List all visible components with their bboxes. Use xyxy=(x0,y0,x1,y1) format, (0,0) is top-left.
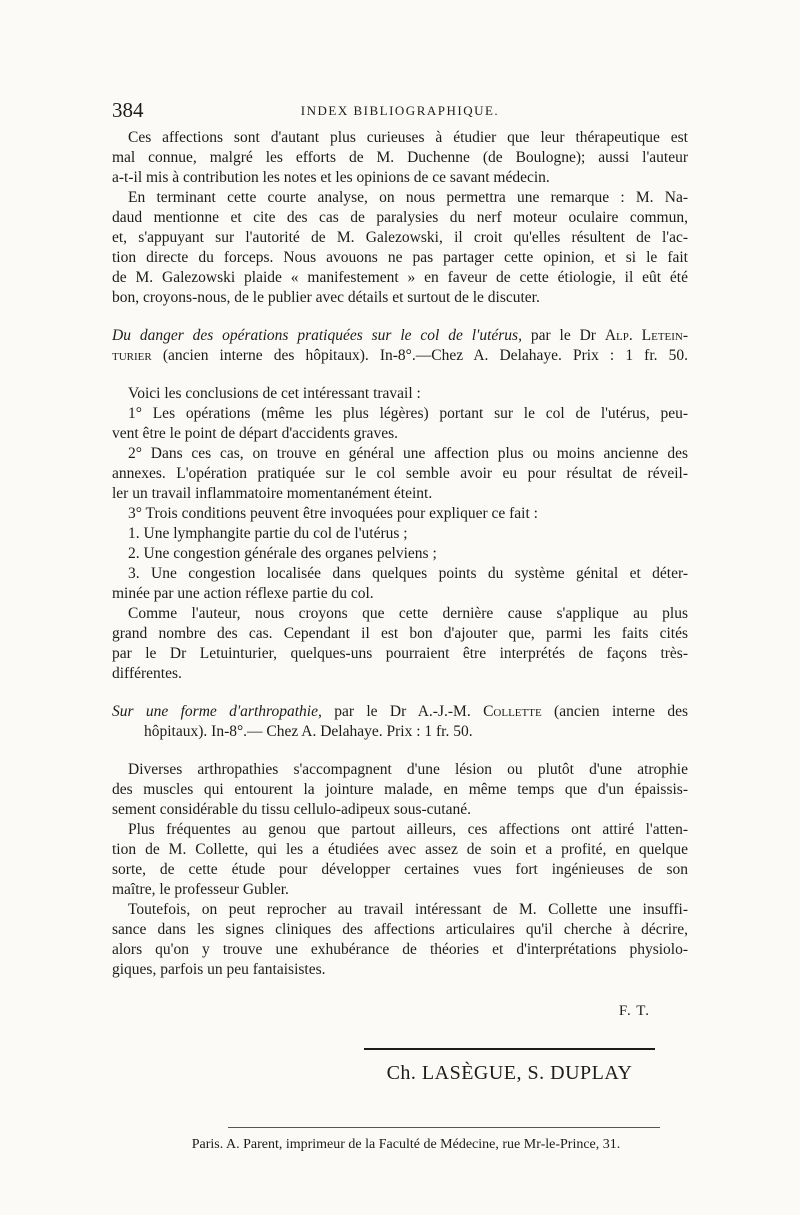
paragraph-line: de M. Galezowski plaide « manifestement » en faveur de cette étiologie, il eût été xyxy=(112,269,688,286)
paragraph-line: Ces affections sont d'autant plus curieuses à étudier que leur thérapeutique est xyxy=(128,129,688,146)
entry-author-prefix: par le Dr xyxy=(530,327,596,344)
paragraph-line: Toutefois, on peut reprocher au travail intéressant de M. Collette une insuffi- xyxy=(128,901,688,918)
paragraph-line: giques, parfois un peu fantaisistes. xyxy=(112,961,326,978)
paragraph-line: 2° Dans ces cas, on trouve en général une affection plus ou moins ancienne des xyxy=(128,445,688,462)
paragraph-line: alors qu'on y trouve une exhubérance de théories et d'interprétations physiolo- xyxy=(112,941,688,958)
entry-publication: (ancien interne des xyxy=(554,703,688,720)
reviewer-signature: F. T. xyxy=(618,1003,650,1019)
paragraph-line: des muscles qui entourent la jointure malade, en même temps que d'un épaissis- xyxy=(112,781,688,798)
entry-publication: (ancien interne des hôpitaux). In-8°.—Chez A. Delahaye. Prix : 1 fr. 50. xyxy=(162,347,688,364)
paragraph-line: et, s'appuyant sur l'autorité de M. Galezowski, il croit qu'elles résultent de l'ac- xyxy=(112,229,688,246)
paragraph-line: minée par une action réflexe partie du col. xyxy=(112,585,374,602)
paragraph-line: grand nombre des cas. Cependant il est bon d'ajouter que, parmi les faits cités xyxy=(112,625,688,642)
paragraph-line: sorte, de cette étude pour développer certaines vues fort ingénieuses de son xyxy=(112,861,688,878)
entry-heading xyxy=(112,702,688,722)
paragraph-line: Diverses arthropathies s'accompagnent d'une lésion ou plutôt d'une atrophie xyxy=(128,761,688,778)
entry-author: Collette xyxy=(483,703,542,720)
entry-heading-cont xyxy=(112,346,688,366)
paragraph-line: bon, croyons-nous, de le publier avec détails et surtout de le discuter. xyxy=(112,289,540,306)
paragraph-line: sance dans les signes cliniques des affections articulaires qu'il cherche à décrire, xyxy=(112,921,688,938)
entry-heading xyxy=(112,326,688,346)
page-header xyxy=(112,98,688,122)
paragraph-line: par le Dr Letuinturier, quelques-uns pourraient être interprétés de façons très- xyxy=(112,645,688,662)
entry-heading-cont: hôpitaux). In-8°.— Chez A. Delahaye. Prix : 1 fr. 50. xyxy=(144,723,473,740)
list-item: 3. Une congestion localisée dans quelques points du système génital et déter- xyxy=(128,565,688,582)
page-number: 384 xyxy=(112,98,144,122)
paragraph-line: annexes. L'opération pratiquée sur le col semble avoir eu pour résultat de réveil- xyxy=(112,465,688,482)
entry-author-cont: turier xyxy=(112,347,152,364)
paragraph-line: mal connue, malgré les efforts de M. Duchenne (de Boulogne); aussi l'auteur xyxy=(112,149,688,166)
review-1 xyxy=(112,128,688,980)
paragraph-line: 3° Trois conditions peuvent être invoquées pour expliquer ce fait : xyxy=(128,505,538,522)
paragraph-line: vent être le point de départ d'accidents graves. xyxy=(112,425,398,442)
list-item: 1. Une lymphangite partie du col de l'utérus ; xyxy=(128,525,408,542)
paragraph-line: Voici les conclusions de cet intéressant travail : xyxy=(128,385,421,402)
printer-imprint: Paris. A. Parent, imprimeur de la Faculté de Médecine, rue Mr-le-Prince, 31. xyxy=(191,1137,621,1152)
list-item: 2. Une congestion générale des organes pelviens ; xyxy=(128,545,437,562)
paragraph-line: ler un travail inflammatoire momentanément éteint. xyxy=(112,485,433,502)
paragraph-line: tion de M. Collette, qui les a étudiées avec assez de soin et a profité, en quelque xyxy=(112,841,688,858)
imprint-rule xyxy=(228,1127,660,1128)
paragraph-line: daud mentionne et cite des cas de paralysies du nerf moteur oculaire commun, xyxy=(112,209,688,226)
paragraph-line: a-t-il mis à contribution les notes et les opinions de ce savant médecin. xyxy=(112,169,550,186)
editors-rule xyxy=(364,1048,655,1050)
paragraph-line: maître, le professeur Gubler. xyxy=(112,881,289,898)
editors-names: Ch. LASÈGUE, S. DUPLAY xyxy=(386,1062,633,1084)
entry-title: Du danger des opérations pratiquées sur le col de l'utérus, xyxy=(112,327,522,344)
entry-title: Sur une forme d'arthropathie, xyxy=(112,703,322,720)
entry-author: Alp. Letein- xyxy=(604,327,688,344)
paragraph-line: différentes. xyxy=(112,665,182,682)
paragraph-line: tion directe du forceps. Nous avouons ne pas partager cette opinion, et si le fait xyxy=(112,249,688,266)
entry-author-prefix: par le Dr A.-J.-M. xyxy=(334,703,471,720)
paragraph-line: sement considérable du tissu cellulo-adipeux sous-cutané. xyxy=(112,801,471,818)
paragraph-line: En terminant cette courte analyse, on nous permettra une remarque : M. Na- xyxy=(128,189,688,206)
running-title: INDEX BIBLIOGRAPHIQUE. xyxy=(300,103,500,118)
paragraph-line: Comme l'auteur, nous croyons que cette dernière cause s'applique au plus xyxy=(128,605,688,622)
paragraph-line: Plus fréquentes au genou que partout ailleurs, ces affections ont attiré l'atten- xyxy=(128,821,688,838)
paragraph-line: 1° Les opérations (même les plus légères) portant sur le col de l'utérus, peu- xyxy=(128,405,688,422)
